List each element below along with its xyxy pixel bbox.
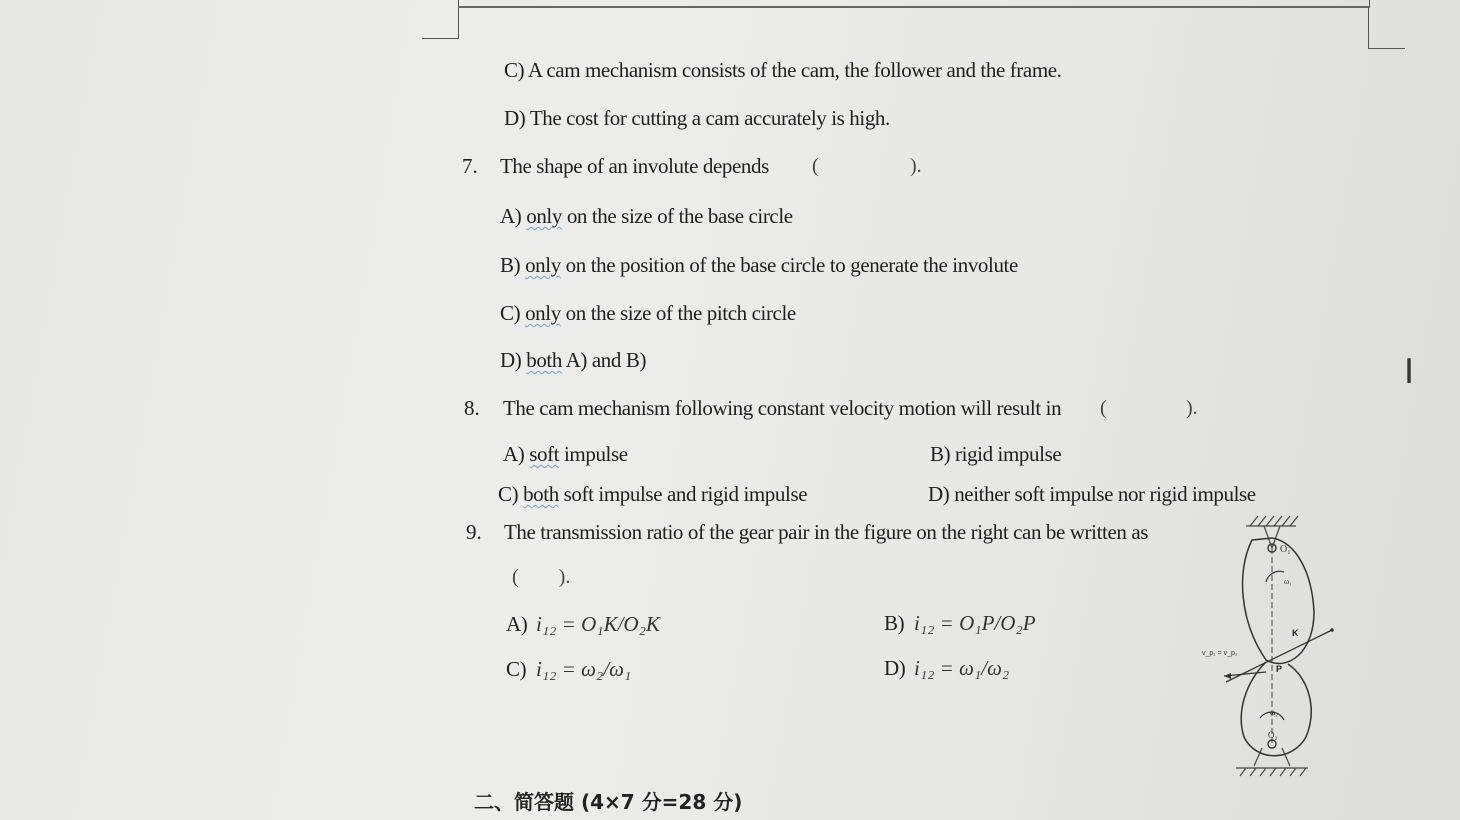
q7-option-b [500,253,1018,278]
q9-paren: ( ). [512,566,571,588]
q7-option-b-rest: on the position of the base circle to generate the involute [560,253,1018,277]
page-top-line [458,6,1370,8]
q8-number: 8. [464,396,480,420]
q7-option-c-word: only [525,301,561,325]
label-velocity: v_p₁ = v_p₂ [1202,650,1238,657]
q6-option-c: C) A cam mechanism consists of the cam, the follower and the frame. [504,58,1062,82]
q9-number: 9. [466,520,482,544]
q7-number: 7. [462,154,478,178]
label-w2: ω₂ [1270,708,1279,717]
q7-option-d-prefix: D) [500,348,522,372]
q9-option-b-label: B) [884,611,905,635]
q7-option-c-rest: on the size of the pitch circle [560,301,796,325]
q7-paren-open: ( [812,155,819,177]
q6-option-d: D) The cost for cutting a cam accurately is high. [504,106,890,130]
label-o1: O₁ [1280,544,1291,555]
q7-option-c [500,301,796,326]
q7-stem: The shape of an involute depends [500,154,769,178]
q9-option-b-formula: i₁₂ = O₁P/O₂P [914,611,1036,635]
q7-option-a [500,204,793,229]
q7-option-c-prefix: C) [500,301,521,325]
gear-pair-figure [1196,512,1346,780]
top-frame-hatch [1246,516,1298,526]
q9-option-c-label: C) [506,657,527,681]
q8-option-b: B) rigid impulse [930,442,1062,466]
q8-option-a-rest: impulse [559,442,628,466]
q9-option-d-label: D) [884,656,906,680]
q8-paren-open: ( [1100,397,1107,419]
q8-option-d: D) neither soft impulse nor rigid impulse [928,482,1256,506]
label-o2: O₂ [1268,730,1278,740]
q9-option-a-formula: i₁₂ = O₁K/O₂K [536,612,660,636]
q7-option-d-word: both [526,348,562,372]
q8-paren-close: ). [1186,397,1198,419]
q8-option-c-word: both [523,482,559,506]
q8-option-a-word: soft [529,442,560,466]
q9-option-c-formula: i₁₂ = ω₂/ω₁ [536,657,632,681]
q8-option-c-prefix: C) [498,482,519,506]
q7-option-d [500,348,646,373]
q8-option-a-prefix: A) [503,442,525,466]
q9-stem: The transmission ratio of the gear pair in the figure on the right can be written as [504,520,1149,544]
q7-paren-close: ). [910,155,922,177]
q8-option-c [498,482,807,507]
q7-option-b-prefix: B) [500,253,521,277]
q9-option-a-label: A) [506,612,528,636]
label-w1: ω₁ [1284,577,1293,586]
q8-option-a [503,442,628,467]
text-cursor-icon: I [1404,352,1415,392]
q7-option-b-word: only [525,253,561,277]
q7-option-a-prefix: A) [500,204,522,228]
section-2-heading: 二、简答题 (4×7 分=28 分) [474,790,743,814]
q9-option-d-formula: i₁₂ = ω₁/ω₂ [914,656,1010,680]
q7-option-d-rest: A) and B) [561,348,647,372]
q7-option-a-rest: on the size of the base circle [561,204,793,228]
margin-corner-left [422,8,459,39]
bottom-frame-hatch [1236,768,1308,776]
q7-option-a-word: only [526,204,562,228]
margin-corner-right [1368,8,1405,49]
label-p: P [1276,664,1283,674]
q8-option-c-rest: soft impulse and rigid impulse [558,482,808,506]
q8-stem: The cam mechanism following constant velocity motion will result in [503,396,1062,420]
label-k: K [1292,628,1299,638]
